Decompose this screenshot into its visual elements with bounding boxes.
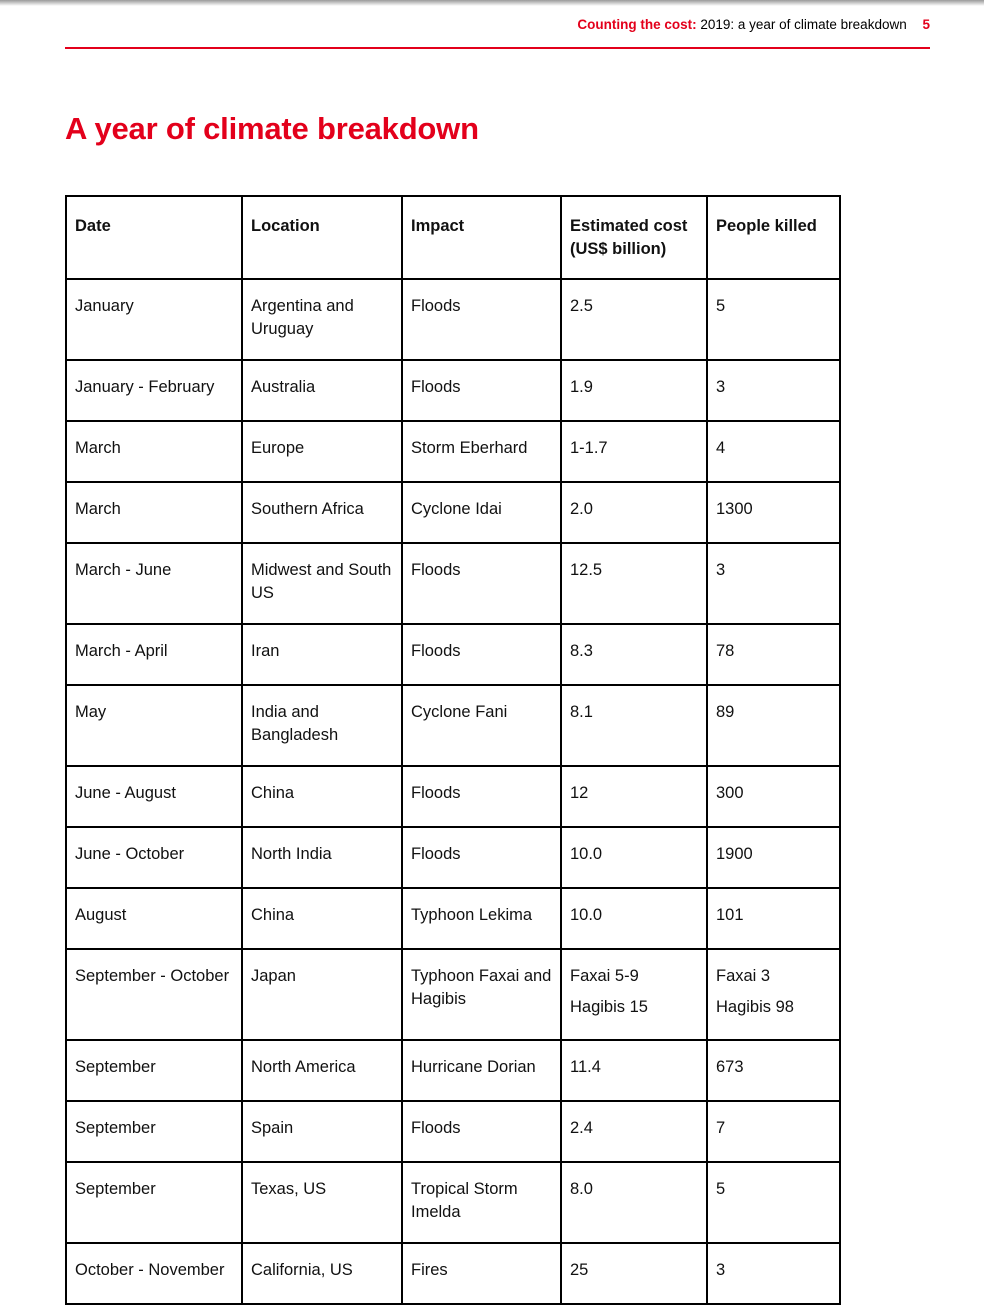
cell-killed: 3 — [707, 360, 840, 421]
cell-location: Midwest and South US — [242, 543, 402, 624]
table-row — [66, 766, 840, 827]
publication-name: Counting the cost: — [577, 17, 697, 32]
climate-events-table — [65, 195, 841, 1305]
cell-location: Texas, US — [242, 1162, 402, 1243]
cell-cost: 12 — [561, 766, 707, 827]
table-row — [66, 1101, 840, 1162]
cell-date: March — [66, 482, 242, 543]
cell-impact: Storm Eberhard — [402, 421, 561, 482]
cell-impact: Floods — [402, 624, 561, 685]
table-row — [66, 482, 840, 543]
cell-location: Spain — [242, 1101, 402, 1162]
cell-impact: Cyclone Fani — [402, 685, 561, 766]
cell-killed: 300 — [707, 766, 840, 827]
table-row — [66, 685, 840, 766]
cell-killed: 3 — [707, 543, 840, 624]
cell-cost: 8.3 — [561, 624, 707, 685]
cell-date: October - November — [66, 1243, 242, 1304]
table-row — [66, 888, 840, 949]
cell-location: India and Bangladesh — [242, 685, 402, 766]
header-people-killed: People killed — [707, 196, 840, 279]
table-row — [66, 624, 840, 685]
cell-date: March - June — [66, 543, 242, 624]
cell-location: China — [242, 888, 402, 949]
cell-impact: Typhoon Faxai and Hagibis — [402, 949, 561, 1040]
cell-location: Southern Africa — [242, 482, 402, 543]
cell-location: Japan — [242, 949, 402, 1040]
cell-location: California, US — [242, 1243, 402, 1304]
cell-impact: Floods — [402, 766, 561, 827]
cell-killed: 5 — [707, 1162, 840, 1243]
cell-killed: 101 — [707, 888, 840, 949]
cell-location: China — [242, 766, 402, 827]
cell-killed: 89 — [707, 685, 840, 766]
table-row — [66, 1040, 840, 1101]
header-estimated-cost — [561, 196, 707, 279]
cell-date: September — [66, 1040, 242, 1101]
header-location: Location — [242, 196, 402, 279]
table-row — [66, 279, 840, 360]
cell-cost: 2.0 — [561, 482, 707, 543]
publication-subtitle: 2019: a year of climate breakdown — [700, 17, 907, 32]
cell-cost: 8.0 — [561, 1162, 707, 1243]
cell-location: Argentina and Uruguay — [242, 279, 402, 360]
cell-impact: Tropical Storm Imelda — [402, 1162, 561, 1243]
cell-killed: 5 — [707, 279, 840, 360]
cell-date: June - October — [66, 827, 242, 888]
page-title: A year of climate breakdown — [65, 111, 479, 146]
cell-cost: 1.9 — [561, 360, 707, 421]
cell-cost: 2.4 — [561, 1101, 707, 1162]
cell-cost: 12.5 — [561, 543, 707, 624]
header-date: Date — [66, 196, 242, 279]
page-number: 5 — [922, 17, 930, 32]
cell-killed: 673 — [707, 1040, 840, 1101]
cell-date: September - October — [66, 949, 242, 1040]
table-row — [66, 1243, 840, 1304]
header-rule — [65, 47, 930, 49]
table-row — [66, 543, 840, 624]
cell-location: Europe — [242, 421, 402, 482]
cell-killed — [707, 949, 840, 1040]
cell-cost — [561, 949, 707, 1040]
cell-cost: 10.0 — [561, 827, 707, 888]
header-cost-line1: Estimated cost — [570, 217, 688, 235]
cell-killed-line2: Hagibis 98 — [716, 998, 794, 1016]
header-impact: Impact — [402, 196, 561, 279]
cell-impact: Typhoon Lekima — [402, 888, 561, 949]
cell-date: September — [66, 1101, 242, 1162]
cell-cost: 8.1 — [561, 685, 707, 766]
cell-killed: 7 — [707, 1101, 840, 1162]
cell-date: August — [66, 888, 242, 949]
cell-impact: Floods — [402, 279, 561, 360]
cell-killed: 1300 — [707, 482, 840, 543]
cell-impact: Floods — [402, 827, 561, 888]
cell-date: March - April — [66, 624, 242, 685]
header-cost-line2: (US$ billion) — [570, 240, 667, 258]
cell-killed: 3 — [707, 1243, 840, 1304]
cell-date: May — [66, 685, 242, 766]
cell-impact: Floods — [402, 1101, 561, 1162]
cell-impact: Cyclone Idai — [402, 482, 561, 543]
cell-impact: Floods — [402, 360, 561, 421]
cell-impact: Floods — [402, 543, 561, 624]
running-header — [0, 17, 930, 32]
cell-impact: Hurricane Dorian — [402, 1040, 561, 1101]
top-edge-shadow — [0, 0, 984, 6]
cell-date: January - February — [66, 360, 242, 421]
cell-cost: 2.5 — [561, 279, 707, 360]
cell-location: Australia — [242, 360, 402, 421]
cell-date: March — [66, 421, 242, 482]
table-row — [66, 1162, 840, 1243]
table-row — [66, 827, 840, 888]
cell-date: September — [66, 1162, 242, 1243]
cell-cost: 11.4 — [561, 1040, 707, 1101]
table-row — [66, 421, 840, 482]
cell-cost-line2: Hagibis 15 — [570, 998, 648, 1016]
cell-killed: 4 — [707, 421, 840, 482]
table-row — [66, 949, 840, 1040]
cell-killed-line1: Faxai 3 — [716, 967, 771, 985]
cell-impact: Fires — [402, 1243, 561, 1304]
table-row — [66, 360, 840, 421]
cell-killed: 1900 — [707, 827, 840, 888]
cell-location: North America — [242, 1040, 402, 1101]
cell-killed: 78 — [707, 624, 840, 685]
cell-cost-line1: Faxai 5-9 — [570, 967, 639, 985]
cell-date: January — [66, 279, 242, 360]
table-header-row — [66, 196, 840, 279]
cell-cost: 1-1.7 — [561, 421, 707, 482]
cell-location: North India — [242, 827, 402, 888]
cell-date: June - August — [66, 766, 242, 827]
cell-cost: 25 — [561, 1243, 707, 1304]
cell-location: Iran — [242, 624, 402, 685]
cell-cost: 10.0 — [561, 888, 707, 949]
